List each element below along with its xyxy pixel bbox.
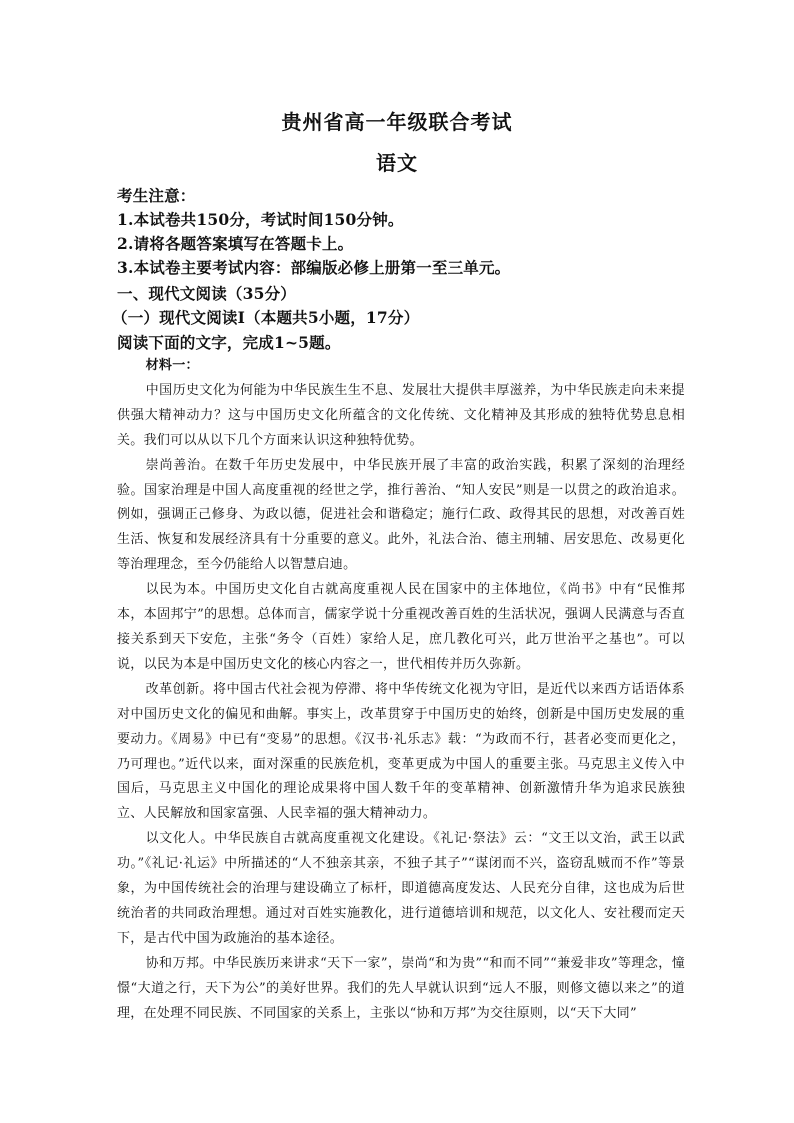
paragraph-reform-innovation: 改革创新。将中国古代社会视为停滞、将中华传统文化视为守旧，是近代以来西方话语体系对中国历史文化的偏见和曲解。事实上，改革贯穿于中国历史的始终，创新是中国历史发展的重要动力。《周易》中已有“变易”的思想。《汉书·礼乐志》载：“为政而不行，甚者必变而更化之，乃可理也。”近代以来，面对深重的民族危机，变革更成为中国人的重要主张。马克思主义传入中国后，马克思主义中国化的理论成果将中国人数千年的变革精神、创新激情升华为追求民族独立、人民解放和国家富强、人民幸福的强大精神动力。 [117, 681, 685, 822]
paragraph-culture: 以文化人。中华民族自古就高度重视文化建设。《礼记·祭法》云：“文王以文治，武王以武功。”《礼记·礼运》中所描述的“人不独亲其亲，不独子其子”“谋闭而不兴，盗窃乱贼而不作”等景象，为中国传统社会的治理与建设确立了标杆，即道德高度发达、人民充分自律，这也成为后世统治者的共同政治理想。通过对百姓实施教化，进行道德培训和规范，以文化人、安社稷而定天下，是古代中国为政施治的基本途径。 [117, 831, 685, 946]
notice-heading: 考生注意： [117, 186, 196, 205]
sub-section-heading: （一）现代文阅读Ⅰ（本题共5小题，17分） [112, 308, 420, 327]
reading-material [117, 354, 685, 1026]
reading-instruction: 阅读下面的文字，完成1~5题。 [117, 333, 341, 352]
exam-title: 贵州省高一年级联合考试 [281, 110, 513, 134]
subject-title: 语文 [376, 151, 418, 175]
notice-item-1: 1.本试卷共150分，考试时间150分钟。 [117, 210, 404, 229]
paragraph-people-oriented: 以民为本。中国历史文化自古就高度重视人民在国家中的主体地位，《尚书》中有“民惟邦本，本固邦宁”的思想。总体而言，儒家学说十分重视改善百姓的生活状况，强调人民满意与否直接关系到天下安危，主张“务令（百姓）家给人足，庶几教化可兴，此万世治平之基也”。可以说，以民为本是中国历史文化的核心内容之一，世代相传并历久弥新。 [117, 582, 685, 672]
paragraph-intro: 中国历史文化为何能为中华民族生生不息、发展壮大提供丰厚滋养，为中华民族走向未来提供强大精神动力？这与中国历史文化所蕴含的文化传统、文化精神及其形成的独特优势息息相关。我们可以从以下几个方面来认识这种独特优势。 [117, 382, 685, 448]
paragraph-good-governance: 崇尚善治。在数千年历史发展中，中华民族开展了丰富的政治实践，积累了深刻的治理经验。国家治理是中国人高度重视的经世之学，推行善治、“知人安民”则是一以贯之的政治追求。例如，强调正己修身、为政以德，促进社会和谐稳定；施行仁政、政得其民的思想，对改善百姓生活、恢复和发展经济具有十分重要的意义。此外，礼法合治、德主刑辅、居安思危、改易更化等治理理念，至今仍能给人以智慧启迪。 [117, 457, 685, 573]
notice-item-2: 2.请将各题答案填写在答题卡上。 [117, 234, 354, 253]
paragraph-harmony: 协和万邦。中华民族历来讲求“天下一家”，崇尚“和为贵”“和而不同”“兼爱非攻”等理念，憧憬“大道之行，天下为公”的美好世界。我们的先人早就认识到“远人不服，则修文德以来之”的道理，在处理不同民族、不同国家的关系上，主张以“协和万邦”为交往原则，以“天下大同” [117, 955, 685, 1021]
notice-item-3: 3.本试卷主要考试内容：部编版必修上册第一至三单元。 [117, 258, 511, 277]
material-label: 材料一： [145, 358, 199, 373]
section-heading: 一、现代文阅读（35分） [117, 284, 296, 303]
